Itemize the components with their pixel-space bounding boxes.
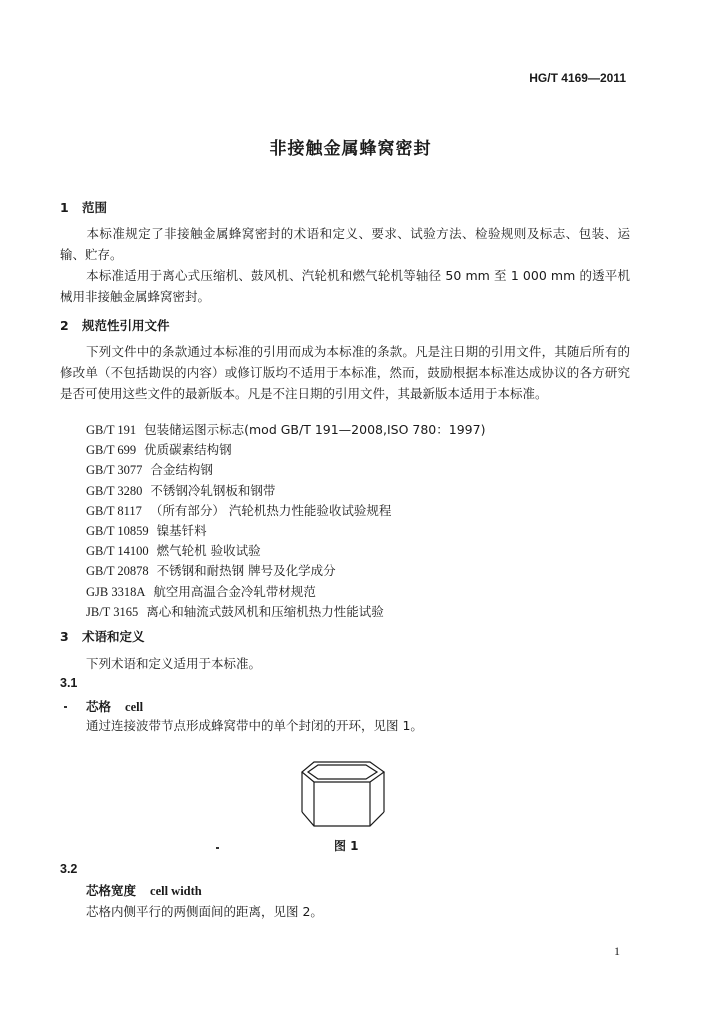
scan-speck: [216, 847, 219, 849]
section-title: 范围: [82, 200, 108, 215]
section-scope-heading: [60, 198, 107, 216]
hexagonal-cell-figure: [300, 752, 386, 832]
reference-item: GB/T 699 优质碳素结构钢: [86, 442, 232, 458]
scope-paragraph-2: 本标准适用于离心式压缩机、鼓风机、汽轮机和燃气轮机等轴径 50 mm 至 1 000 mm 的透平机械用非接触金属蜂窝密封。: [60, 268, 630, 304]
reference-item: GB/T 8117 （所有部分） 汽轮机热力性能验收试验规程: [86, 502, 392, 518]
figure-caption: 图 1: [334, 839, 359, 853]
term-number: 3.2: [60, 862, 78, 876]
section-title: 术语和定义: [82, 629, 145, 644]
term-cell: 芯格 cell: [86, 699, 144, 714]
term-cell-width: 芯格宽度 cell width: [86, 883, 202, 898]
reference-list: [86, 420, 485, 622]
reference-item: JB/T 3165 离心和轴流式鼓风机和压缩机热力性能试验: [86, 603, 384, 619]
section-normative-heading: [60, 316, 170, 334]
section-title: 规范性引用文件: [82, 318, 170, 333]
reference-item: GB/T 10859 镍基钎料: [86, 523, 207, 539]
term-cell-definition: 通过连接波带节点形成蜂窝带中的单个封闭的开环，见图 1。: [86, 718, 423, 733]
scope-paragraph-1: 本标准规定了非接触金属蜂窝密封的术语和定义、要求、试验方法、检验规则及标志、包装、运输、贮存。: [60, 226, 630, 262]
term-cell-width-definition: 芯格内侧平行的两侧面间的距离，见图 2。: [86, 904, 323, 919]
page-title: 非接触金属蜂窝密封: [269, 139, 432, 159]
normative-paragraph: 下列文件中的条款通过本标准的引用而成为本标准的条款。凡是注日期的引用文件，其随后所有的修改单（不包括勘误的内容）或修订版均不适用于本标准，然而，鼓励根据本标准达成协议的各方研究是否可使用这些文件的最新版本。凡是不注日期的引用文件，其最新版本适用于本标准。: [60, 344, 630, 401]
reference-item: GB/T 3280 不锈钢冷轧钢板和钢带: [86, 482, 276, 498]
section-terms-heading: [60, 627, 145, 645]
section-number: 1: [60, 200, 69, 215]
section-number: 3: [60, 629, 69, 644]
reference-item: GB/T 14100 燃气轮机 验收试验: [86, 543, 261, 559]
page-number: 1: [614, 944, 620, 958]
scan-speck: [64, 706, 67, 708]
section-number: 2: [60, 318, 69, 333]
reference-item: GJB 3318A 航空用高温合金冷轧带材规范: [86, 583, 316, 599]
reference-item: GB/T 20878 不锈钢和耐热钢 牌号及化学成分: [86, 563, 336, 579]
reference-item: GB/T 191 包装储运图示标志(mod GB/T 191—2008,ISO 780：1997): [86, 422, 486, 437]
standard-code: HG/T 4169—2011: [529, 71, 626, 85]
term-number: 3.1: [60, 676, 78, 690]
reference-item: GB/T 3077 合金结构钢: [86, 462, 213, 478]
terms-intro: 下列术语和定义适用于本标准。: [86, 656, 262, 671]
